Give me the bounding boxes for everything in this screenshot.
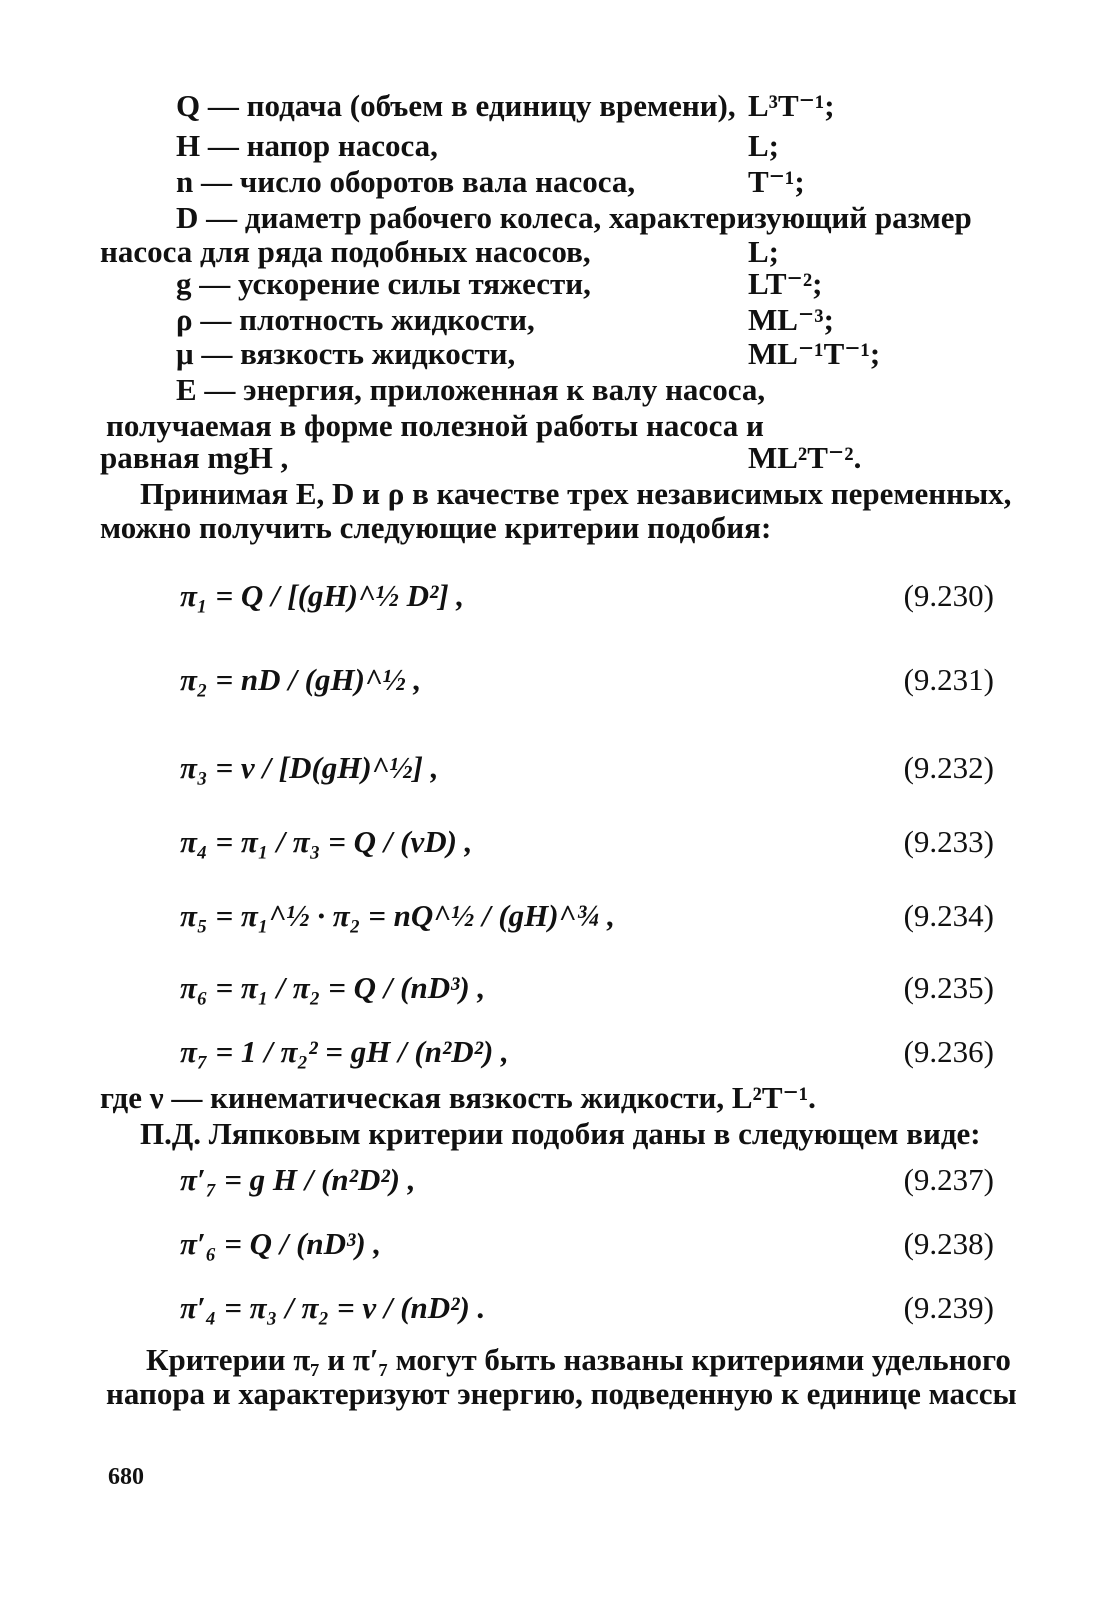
unit-n: T⁻¹; — [748, 164, 805, 199]
equation-9-236: π₇ = 1 / π₂² = gH / (n²D²) , — [180, 1034, 509, 1069]
definition-mu: μ — вязкость жидкости, — [176, 336, 516, 371]
closing-line-2: напора и характеризуют энергию, подведенную к единице массы — [106, 1376, 1017, 1411]
definition-n: n — число оборотов вала насоса, — [176, 164, 636, 199]
equation-number-9-234: (9.234) — [903, 898, 994, 933]
equation-9-231: π₂ = nD / (gH)^½ , — [180, 662, 422, 697]
equation-number-9-238: (9.238) — [903, 1226, 994, 1261]
definition-q: Q — подача (объем в единицу времени), — [176, 88, 736, 123]
definition-d: D — диаметр рабочего колеса, характеризующий размер — [176, 200, 972, 235]
equation-9-234: π₅ = π₁^½ · π₂ = nQ^½ / (gH)^¾ , — [180, 898, 616, 933]
unit-mu: ML⁻¹T⁻¹; — [748, 336, 881, 371]
equation-number-9-239: (9.239) — [903, 1290, 994, 1325]
unit-e: ML²T⁻². — [748, 440, 862, 475]
definition-d-cont: насоса для ряда подобных насосов, — [100, 234, 591, 269]
equation-number-9-235: (9.235) — [903, 970, 994, 1005]
definition-e-cont1: получаемая в форме полезной работы насоса и — [106, 408, 764, 443]
closing-line-1: Критерии π₇ и π′₇ могут быть названы критериями удельного — [146, 1342, 1011, 1377]
equation-9-237: π′₇ = g H / (n²D²) , — [180, 1162, 416, 1197]
page-number: 680 — [108, 1464, 144, 1490]
definition-e: E — энергия, приложенная к валу насоса, — [176, 372, 766, 407]
unit-q: L³T⁻¹; — [748, 88, 835, 123]
nu-note: где ν — кинематическая вязкость жидкости, L²T⁻¹. — [100, 1080, 816, 1115]
equation-9-230: π₁ = Q / [(gH)^½ D²] , — [180, 578, 465, 613]
intro-line-1: Принимая E, D и ρ в качестве трех независимых переменных, — [140, 476, 1012, 511]
equation-9-233: π₄ = π₁ / π₃ = Q / (νD) , — [180, 824, 473, 859]
equation-9-239: π′₄ = π₃ / π₂ = ν / (nD²) . — [180, 1290, 486, 1325]
equation-9-232: π₃ = ν / [D(gH)^½] , — [180, 750, 439, 785]
unit-d: L; — [748, 234, 779, 269]
equation-number-9-231: (9.231) — [903, 662, 994, 697]
lyapkov-intro: П.Д. Ляпковым критерии подобия даны в следующем виде: — [140, 1116, 981, 1151]
equation-number-9-236: (9.236) — [903, 1034, 994, 1069]
definition-e-cont2: равная mgH , — [100, 440, 289, 475]
unit-g: LT⁻²; — [748, 266, 823, 301]
equation-number-9-230: (9.230) — [903, 578, 994, 613]
equation-9-238: π′₆ = Q / (nD³) , — [180, 1226, 382, 1261]
equation-9-235: π₆ = π₁ / π₂ = Q / (nD³) , — [180, 970, 486, 1005]
equation-number-9-237: (9.237) — [903, 1162, 994, 1197]
intro-line-2: можно получить следующие критерии подобия: — [100, 510, 772, 545]
definition-h: H — напор насоса, — [176, 128, 438, 163]
definition-g: g — ускорение силы тяжести, — [176, 266, 591, 301]
unit-rho: ML⁻³; — [748, 302, 834, 337]
unit-h: L; — [748, 128, 779, 163]
equation-number-9-232: (9.232) — [903, 750, 994, 785]
definition-rho: ρ — плотность жидкости, — [176, 302, 535, 337]
equation-number-9-233: (9.233) — [903, 824, 994, 859]
